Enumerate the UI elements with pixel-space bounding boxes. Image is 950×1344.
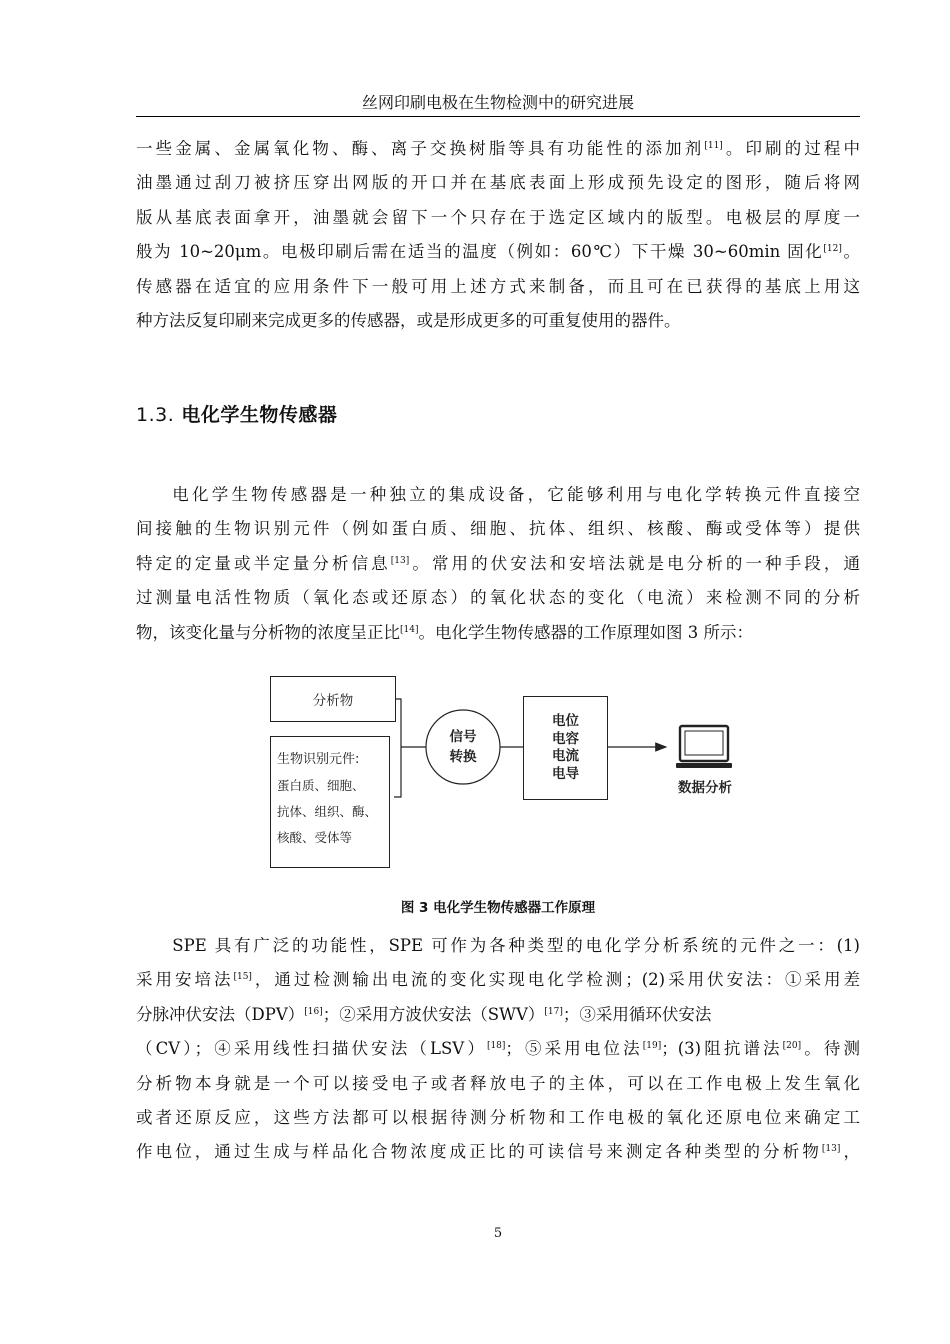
text-line: 种方法反复印刷来完成更多的传感器，或是形成更多的可重复使用的器件。 bbox=[136, 311, 681, 331]
citation[interactable]: [13] bbox=[821, 1144, 841, 1155]
section-title-text: 电化学生物传感器 bbox=[181, 404, 338, 426]
text-line: 电化学生物传感器是一种独立的集成设备，它能够利用与电化学转换元件直接空 bbox=[172, 485, 860, 504]
computer-icon bbox=[676, 726, 732, 768]
running-header: 丝网印刷电极在生物检测中的研究进展 bbox=[361, 93, 634, 112]
bio-recognition-title: 生物识别元件: bbox=[277, 752, 360, 767]
citation[interactable]: [16] bbox=[304, 1006, 323, 1017]
citation[interactable]: [18] bbox=[486, 1041, 506, 1052]
paragraph-screen-printing bbox=[136, 132, 860, 338]
text-line: 分析物本身就是一个可以接受电子或者释放电子的主体，可以在工作电极上发生氧化 bbox=[136, 1073, 860, 1093]
citation[interactable]: [15] bbox=[233, 972, 252, 983]
paragraph-biosensor-intro bbox=[136, 478, 860, 650]
citation[interactable]: [11] bbox=[704, 141, 723, 151]
page-number: 5 bbox=[493, 1226, 503, 1241]
figure-caption: 图 3 电化学生物传感器工作原理 bbox=[400, 900, 596, 916]
citation[interactable]: [12] bbox=[823, 244, 842, 255]
bio-recognition-line: 抗体、组织、酶、 bbox=[277, 804, 378, 819]
analyte-box: 分析物 bbox=[270, 676, 396, 722]
text-line: 油墨通过刮刀被挤压穿出网版的开口并在基底表面上形成预先设定的图形，随后将网 bbox=[136, 173, 860, 193]
data-analysis-label: 数据分析 bbox=[678, 780, 732, 796]
text-line: 一些金属、金属氧化物、酶、离子交换树脂等具有功能性的添加剂[11]。印刷的过程中 bbox=[136, 139, 861, 158]
citation[interactable]: [14] bbox=[400, 624, 419, 635]
section-heading bbox=[136, 400, 337, 430]
text-line: 物，该变化量与分析物的浓度呈正比[14]。电化学生物传感器的工作原理如图 3 所示： bbox=[136, 622, 753, 642]
citation[interactable]: [17] bbox=[544, 1006, 563, 1017]
figure-biosensor-principle bbox=[262, 670, 752, 870]
header-rule bbox=[136, 116, 860, 117]
text-line: 版从基底表面拿开，油墨就会留下一个只存在于选定区域内的版型。电极层的厚度一 bbox=[136, 207, 860, 227]
output-signal-box: 电位 电容 电流 电导 bbox=[523, 696, 608, 800]
paragraph-spe-methods bbox=[136, 929, 860, 1170]
text-line: 特定的定量或半定量分析信息[13]。常用的伏安法和安培法就是电分析的一种手段，通 bbox=[136, 553, 861, 573]
section-number: 1.3. bbox=[136, 404, 175, 426]
text-line: （CV）；④采用线性扫描伏安法（LSV）[18]；⑤采用电位法[19]；(3)阻抗谱法[20]。待测 bbox=[136, 1039, 861, 1059]
text-line: 采用安培法[15]，通过检测输出电流的变化实现电化学检测；(2)采用伏安法：①采用差 bbox=[136, 970, 861, 990]
bio-recognition-line: 核酸、受体等 bbox=[277, 830, 353, 845]
text-line: 或者还原反应，这些方法都可以根据待测分析物和工作电极的氧化还原电位来确定工 bbox=[136, 1108, 860, 1128]
citation[interactable]: [13] bbox=[390, 555, 410, 566]
signal-conversion-label: 信号 转换 bbox=[449, 729, 477, 765]
text-line: 过测量电活性物质（氧化态或还原态）的氧化状态的变化（电流）来检测不同的分析 bbox=[136, 588, 860, 608]
citation[interactable]: [19] bbox=[642, 1041, 662, 1052]
text-line: 般为 10~20μm。电极印刷后需在适当的温度（例如：60℃）下干燥 30~60min 固化[12]。 bbox=[136, 242, 860, 262]
text-line: 间接触的生物识别元件（例如蛋白质、细胞、抗体、组织、核酸、酶或受体等）提供 bbox=[136, 519, 860, 539]
text-line: SPE 具有广泛的功能性，SPE 可作为各种类型的电化学分析系统的元件之一：(1) bbox=[172, 936, 860, 955]
bio-recognition-line: 蛋白质、细胞、 bbox=[277, 778, 365, 793]
text-line: 作电位，通过生成与样品化合物浓度成正比的可读信号来测定各种类型的分析物[13]， bbox=[136, 1142, 861, 1162]
citation[interactable]: [20] bbox=[782, 1041, 802, 1052]
text-line: 分脉冲伏安法（DPV）[16]；②采用方波伏安法（SWV）[17]；③采用循环伏安法 bbox=[136, 1004, 712, 1024]
text-line: 传感器在适宜的应用条件下一般可用上述方式来制备，而且可在已获得的基底上用这 bbox=[136, 276, 860, 296]
bio-recognition-box bbox=[270, 736, 390, 868]
